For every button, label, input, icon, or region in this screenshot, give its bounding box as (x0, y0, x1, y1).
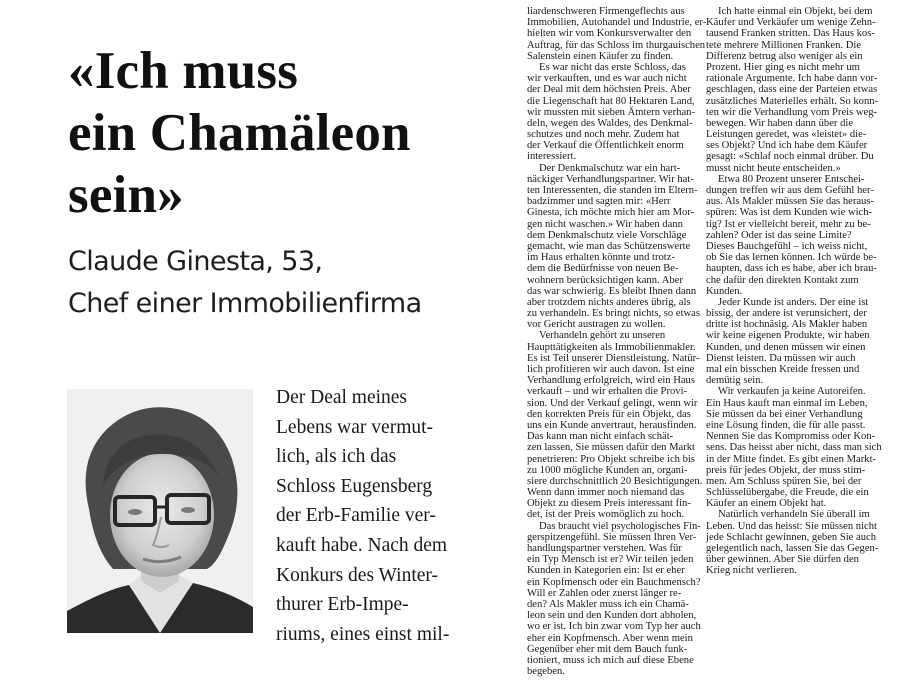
body-text-line: Wenn dann immer noch niemand das (527, 487, 685, 499)
body-text-line: dungen treffen wir aus dem Gefühl her- (706, 185, 874, 196)
body-text-line: dritte ist hochnäsig. Als Makler haben (706, 319, 868, 331)
body-text-line: wir mussten mit sieben Ämtern verhan- (527, 106, 695, 118)
body-text-line: dem die Bedürfnisse von neuen Be- (527, 263, 679, 275)
headline-line: sein» (68, 166, 184, 224)
body-text-line: ein Kopfmensch oder ein Bauchmensch? (527, 576, 701, 588)
body-text-line: Will er Zahlen oder zuerst länger re- (527, 587, 682, 599)
byline (68, 241, 508, 325)
body-text-line: leon sein und den Kunden dort abholen, (527, 610, 697, 622)
headline-line: ein Chamäleon (68, 104, 411, 162)
body-text-line: Verhandeln gehört zu unseren (539, 330, 666, 342)
body-text-line: gemacht, wie man das Schützenswerte (527, 240, 691, 252)
body-text-line: tausend Franken stritten. Das Haus kos- (706, 28, 875, 40)
body-column-right (706, 6, 906, 577)
byline-role: Chef einer Immobilienfirma (68, 288, 422, 319)
body-text-line: badzimmer und sagten mir: «Herr (527, 196, 671, 208)
body-text-line: begeben. (527, 666, 565, 678)
body-text-line: zahlen? Oder ist das seine Limite? (706, 229, 852, 241)
body-text-line: zu 1000 mögliche Kunden an, organi- (527, 464, 688, 476)
body-text-line: den? Als Makler muss ich ein Chamä- (527, 598, 689, 610)
body-text-line: Ginesta, ich möchte mich hier am Mor- (527, 207, 695, 219)
body-text-line: Das kann man nicht einfach schät- (527, 431, 674, 443)
body-column-middle (527, 6, 707, 678)
body-text-line: Dieses Bauchgefühl – ich weiss nicht, (706, 240, 868, 252)
body-text-line: verkauft – und wir erhalten die Provi- (527, 386, 688, 398)
body-text-line: das war schwierig. Es bleibt Ihnen dann (527, 285, 697, 297)
body-text-line: Salenstein einen Käufer zu finden. (527, 50, 674, 62)
body-text-line: musst nicht heute entscheiden.» (706, 162, 841, 174)
lead-line: riums, eines einst mil- (276, 623, 450, 645)
body-text-line: Ein Haus kauft man einmal im Leben, (706, 397, 868, 409)
body-text-line: tete mehrere Millionen Franken. Die (706, 39, 862, 51)
body-text-line: Prozent. Hier ging es nicht mehr um (706, 61, 860, 73)
body-text-line: spüren: Was ist dem Kunden wie wich- (706, 207, 873, 219)
body-text-line: sion. Und der Verkauf gelingt, wenn wir (527, 397, 698, 409)
body-text-line: Auftrag, für das Schloss im thurgauischen (527, 39, 706, 51)
lead-paragraph (276, 383, 506, 649)
body-text-line: hielten wir vom Konkursverwalter den (527, 28, 692, 40)
body-text-line: ses Objekt? Und ich habe dem Käufer (706, 140, 868, 152)
body-text-line: Kunden, und denen müssen wir einen (706, 341, 866, 353)
body-text-line: Ich hatte einmal ein Objekt, bei dem (718, 6, 873, 17)
body-text-line: ein Typ Mensch ist er? Wir teilen jeden (527, 554, 694, 566)
body-text-line: liardenschweren Firmengeflechts aus (527, 6, 685, 17)
body-text-line: wo er ist. Ich bin zwar vom Typ her auch (527, 621, 701, 633)
body-text-line: bewegen. Wir haben dann über die (706, 117, 854, 129)
body-text-line: wir verkauften, und es war auch nicht (527, 73, 687, 85)
body-text-line: Jeder Kunde ist anders. Der eine ist (718, 296, 869, 308)
lead-line: lich, als ich das (276, 446, 397, 468)
body-text-line: lich profitieren wir auch davon. Ist eine (527, 364, 695, 375)
body-text-line: rationale Argumente. Ich habe dann vor- (706, 73, 878, 85)
body-text-line: deln, wegen des Waldes, des Denkmal- (527, 117, 693, 129)
body-text-line: Es ist Teil unserer Dienstleistung. Natür- (527, 352, 700, 364)
lead-line: Schloss Eugensberg (276, 475, 433, 497)
body-text-line: Schlüsselübergabe, die Freude, die ein (706, 487, 869, 499)
body-text-line: eine Lösung finden, die für alle passt. (706, 419, 866, 431)
body-text-line: Kunden. (706, 285, 743, 297)
lead-line: Lebens war vermut- (276, 416, 434, 438)
body-text-line: demütig sein. (706, 375, 764, 387)
body-text-line: vor Gericht austragen zu wollen. (527, 319, 666, 331)
body-text-line: ten Interessenten, die standen im Eltern- (527, 185, 698, 196)
body-text-line: Nennen Sie das Kompromiss oder Kon- (706, 431, 876, 443)
body-text-line: Gegenüber eher mit dem Bauch funk- (527, 643, 688, 655)
body-text-line: Leistungen geredet, was «leistet» die- (706, 129, 867, 141)
body-text-line: Käufer und Verkäufer um wenige Zehn- (706, 17, 876, 29)
body-text-line: Krieg nicht verlieren. (706, 565, 797, 577)
body-text-line: ob Sie das lernen können. Ich würde be- (706, 252, 877, 264)
body-text-line: Natürlich verhandeln Sie überall im (718, 509, 870, 521)
body-text-line: men. Am Schluss spüren Sie, bei der (706, 475, 862, 487)
body-text-line: gerspitzengefühl. Sie müssen Ihren Ver- (527, 531, 697, 543)
body-text-line: Es war nicht das erste Schloss, das (539, 61, 686, 73)
body-text-line: sens. Das heisst aber nicht, dass man sich (706, 442, 882, 454)
body-text-line: Immobilien, Autohandel und Industrie, er- (527, 17, 707, 29)
portrait-photo (67, 389, 253, 633)
body-text-line: dem Denkmalschutz viele Vorschläge (527, 229, 687, 241)
body-text-line: tig? Ist er vielleicht bereit, mehr zu be- (706, 218, 871, 230)
body-text-line: gen nicht waschen.» Wir haben dann (527, 218, 683, 230)
lead-line: kauft habe. Nach dem (276, 534, 448, 556)
body-text-line: im Haus erhalten könnte und trotz- (527, 252, 675, 264)
body-text-line: schutzes und noch mehr. Zudem hat (527, 129, 680, 141)
body-text-line: Objekt zu diesem Preis interessant fin- (527, 498, 691, 510)
body-text-line: näckiger Verhandlungspartner. Wir hat- (527, 173, 694, 185)
person-photo-icon (67, 389, 253, 633)
body-text-line: jede Schlacht gewinnen, geben Sie auch (706, 531, 877, 543)
body-text-line: Etwa 80 Prozent unserer Entschei- (718, 173, 865, 185)
body-text-line: der Verkauf die Öffentlichkeit enorm (527, 140, 684, 152)
body-text-line: der Deal mit dem höchsten Preis. Aber (527, 84, 691, 96)
body-text-line: Dienst leisten. Da müssen wir auch (706, 352, 856, 364)
body-text-line: Der Denkmalschutz war ein hart- (539, 162, 681, 174)
body-text-line: Käufer an einem Objekt hat. (706, 498, 827, 510)
body-text-line: det, ist der Preis womöglich zu hoch. (527, 509, 685, 521)
body-text-line: Sie müssen da bei einer Verhandlung (706, 408, 863, 420)
body-text-line: uns ein Kunde anvertraut, herausfinden. (527, 419, 697, 431)
body-text-line: preis für jedes Objekt, der muss stim- (706, 464, 866, 476)
body-text-line: zusätzliches Materielles erhält. So konn- (706, 95, 879, 107)
body-text-line: gesagt: «Schlaf noch einmal drüber. Du (706, 151, 874, 163)
body-text-line: aber trotzdem nichts anderes übrig, als (527, 296, 691, 308)
body-text-line: Kunden in Kategorien ein: Ist er eher (527, 565, 685, 577)
body-text-line: mal ein bisschen Kreide fressen und (706, 364, 860, 375)
body-text-line: Haupttätigkeiten als Immobilienmakler. (527, 341, 696, 353)
body-text-line: Das braucht viel psychologisches Fin- (539, 520, 701, 532)
body-text-line: zu verhandeln. Es bringt nichts, so etwas (527, 308, 700, 320)
body-text-line: tioniert, muss ich mich auf diese Ebene (527, 654, 694, 666)
headline (68, 40, 488, 226)
body-text-line: wohnern berücksichtigen kann. Aber (527, 274, 683, 286)
body-text-line: handlungspartner verstehen. Was für (527, 543, 682, 554)
body-text-line: ten wir die Verhandlung vom Preis weg- (706, 106, 878, 118)
body-text-line: in der Mitte findet. Es gibt einen Markt- (706, 453, 877, 465)
byline-name: Claude Ginesta, 53, (68, 246, 323, 277)
body-text-line: che dafür den direkten Kontakt zum (706, 274, 859, 286)
lead-line: thurer Erb-Impe- (276, 594, 409, 616)
body-text-line: über gewinnen. Aber Sie dürfen den (706, 554, 859, 566)
body-text-line: Differenz betrug also weniger als ein (706, 50, 863, 62)
headline-line: «Ich muss (68, 42, 299, 100)
body-text-line: penetrieren: Pro Objekt schreibe ich bis (527, 453, 695, 465)
body-text-line: Wir verkaufen ja keine Autoreifen. (718, 386, 866, 398)
body-text-line: Leben. Und das heisst: Sie müssen nicht (706, 520, 877, 532)
lead-line: Der Deal meines (276, 387, 408, 408)
body-text-line: haupten, dass ich es habe, aber ich brau- (706, 263, 877, 275)
lead-line: der Erb-Familie ver- (276, 505, 436, 527)
body-text-line: siere durchschnittlich 20 Besichtigungen. (527, 475, 703, 487)
body-text-line: die Liegenschaft hat 80 Hektaren Land, (527, 95, 695, 107)
body-text-line: aus. Als Makler müssen Sie das heraus- (706, 196, 874, 208)
body-text-line: interessiert. (527, 151, 577, 163)
body-text-line: Verhandlung erfolgreich, wird ein Haus (527, 375, 695, 387)
body-text-line: wir keine eigenen Produkte, wir haben (706, 330, 870, 342)
body-text-line: zen lassen, Sie müssen dafür den Markt (527, 442, 695, 454)
lead-line: Konkurs des Winter- (276, 564, 439, 586)
body-text-line: eher ein Kopfmensch. Aber wenn mein (527, 632, 693, 644)
body-text-line: geschlagen, dass eine der Parteien etwas (706, 84, 878, 96)
body-text-line: den korrekten Preis für ein Objekt, das (527, 408, 691, 420)
body-text-line: bissig, der andere ist verunsichert, der (706, 308, 867, 320)
body-text-line: gelegentlich nach, lassen Sie das Gegen- (706, 543, 879, 554)
